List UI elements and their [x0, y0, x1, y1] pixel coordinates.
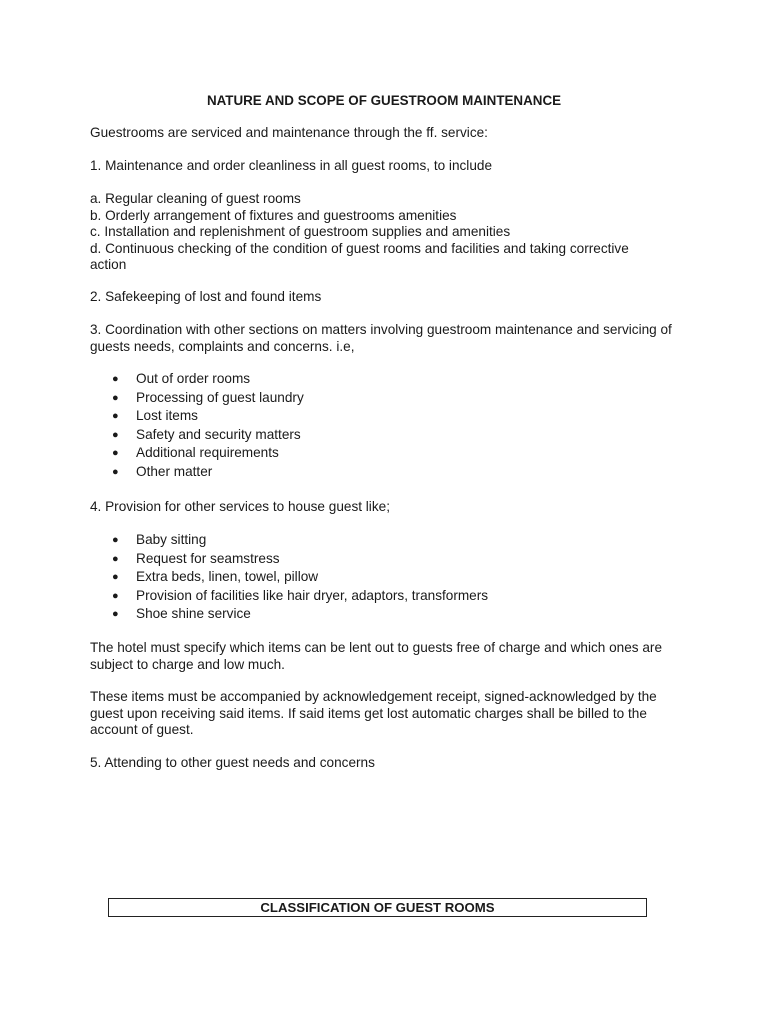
- bullet-icon: ●: [112, 534, 119, 546]
- classification-heading: CLASSIFICATION OF GUEST ROOMS: [260, 900, 495, 915]
- bullet-icon: ●: [112, 410, 119, 423]
- list-item: [90, 389, 650, 408]
- sub-item-c: c. Installation and replenishment of guestroom supplies and amenities: [90, 224, 511, 239]
- list-item: [90, 463, 650, 482]
- bullet-icon: ●: [112, 465, 119, 478]
- bullet-icon: ●: [112, 447, 119, 460]
- list-item: [90, 587, 650, 606]
- items-paragraph-text: These items must be accompanied by acknowledgement receipt, signed-acknowledged by the guest upon receiving said items. If said items get lost automatic charges shall be billed to the account of guest.: [90, 689, 657, 737]
- list-item: [90, 531, 650, 550]
- list-item-text: Processing of guest laundry: [136, 389, 304, 405]
- item-1-text: 1. Maintenance and order cleanliness in all guest rooms, to include: [90, 158, 493, 173]
- list-item-text: Other matter: [136, 463, 213, 479]
- item-2-text: 2. Safekeeping of lost and found items: [90, 289, 322, 304]
- list-item: [90, 426, 650, 445]
- bullet-icon: ●: [112, 571, 119, 584]
- item-5-text: 5. Attending to other guest needs and concerns: [90, 755, 375, 770]
- item-4-text: 4. Provision for other services to house guest like;: [90, 499, 390, 514]
- list-item-text: Baby sitting: [136, 532, 207, 547]
- hotel-paragraph: [90, 640, 685, 673]
- hotel-paragraph-text: The hotel must specify which items can be lent out to guests free of charge and which ones are subject to charge and low much.: [90, 640, 663, 672]
- sub-item-a: a. Regular cleaning of guest rooms: [90, 191, 301, 206]
- bullet-icon: ●: [112, 552, 119, 565]
- bullet-icon: ●: [112, 391, 119, 404]
- item-1: [90, 158, 670, 175]
- bullet-icon: ●: [112, 373, 119, 385]
- sub-item-b: b. Orderly arrangement of fixtures and guestrooms amenities: [90, 207, 457, 223]
- item-3-text: 3. Coordination with other sections on matters involving guestroom maintenance and servicing of guests needs, complaints and concerns. i.e,: [90, 322, 672, 354]
- bullet-list-4: [90, 531, 650, 624]
- bullet-icon: ●: [112, 608, 119, 621]
- list-item: [90, 605, 650, 624]
- sub-item-d: d. Continuous checking of the condition of guest rooms and facilities and taking corrective action: [90, 240, 629, 272]
- list-item: [90, 550, 650, 569]
- list-item-text: Lost items: [136, 408, 198, 424]
- bullet-icon: ●: [112, 589, 119, 602]
- list-item-text: Out of order rooms: [136, 371, 251, 386]
- item-3: [90, 322, 675, 355]
- item-2: [90, 289, 670, 306]
- list-item-text: Request for seamstress: [136, 550, 280, 566]
- bullet-list-3: [90, 370, 650, 482]
- item-4: [90, 499, 670, 516]
- list-item-text: Safety and security matters: [136, 426, 301, 442]
- bullet-icon: ●: [112, 428, 119, 441]
- list-item: [90, 568, 650, 587]
- document-title: NATURE AND SCOPE OF GUESTROOM MAINTENANCE: [206, 93, 562, 108]
- items-paragraph: [90, 689, 670, 739]
- classification-heading-box: [108, 898, 647, 917]
- intro-text: Guestrooms are serviced and maintenance through the ff. service:: [90, 125, 488, 140]
- list-item-text: Extra beds, linen, towel, pillow: [136, 569, 319, 585]
- list-item: [90, 370, 650, 389]
- list-item-text: Additional requirements: [136, 445, 279, 461]
- list-item: [90, 444, 650, 463]
- item-5: [90, 755, 670, 772]
- intro-paragraph: [90, 125, 670, 142]
- sub-list-1: [90, 191, 650, 274]
- list-item-text: Provision of facilities like hair dryer, adaptors, transformers: [136, 587, 489, 603]
- list-item-text: Shoe shine service: [136, 606, 251, 622]
- list-item: [90, 407, 650, 426]
